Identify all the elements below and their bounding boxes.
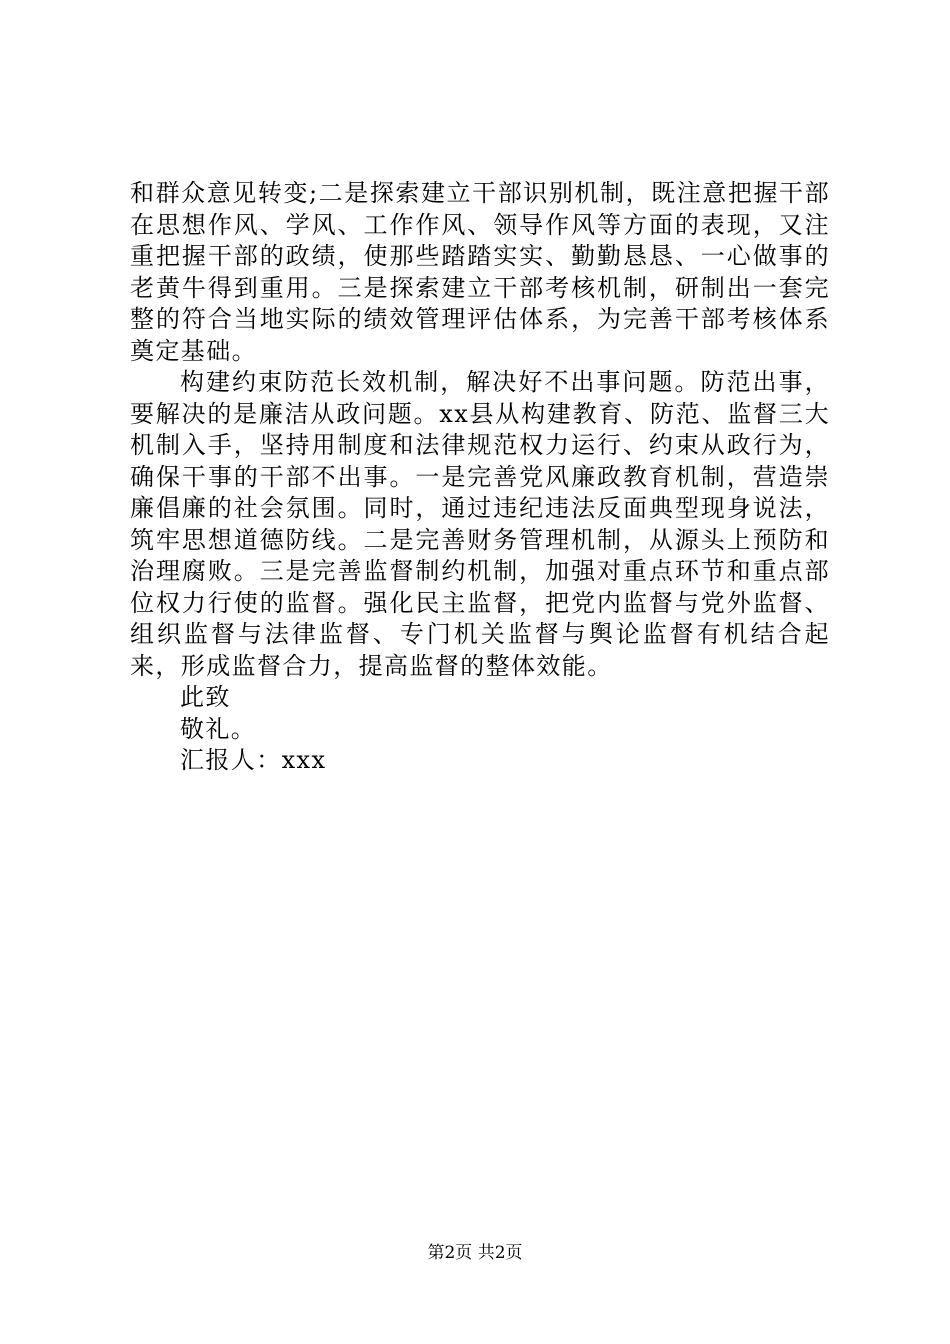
page-number-footer: 第2页 共2页 — [427, 1243, 523, 1263]
paragraph-restraint-mechanism: 构建约束防范长效机制，解决好不出事问题。防范出事，要解决的是廉洁从政问题。xx县从构建教育、防范、监督三大机制入手，坚持用制度和法律规范权力运行、约束从政行为，确保干事的干部不出事。一是完善党风廉政教育机制，营造崇廉倡廉的社会氛围。同时，通过违纪违法反面典型现身说法，筑牢思想道德防线。二是完善财务管理机制，从源头上预防和治理腐败。三是完善监督制约机制，加强对重点环节和重点部位权力行使的监督。强化民主监督，把党内监督与党外监督、组织监督与法律监督、专门机关监督与舆论监督有机结合起来，形成监督合力，提高监督的整体效能。 — [130, 368, 830, 680]
reporter-signature: 汇报人：xxx — [180, 746, 327, 774]
paragraph-continuation: 和群众意见转变;二是探索建立干部识别机制，既注意把握干部在思想作风、学风、工作作风、领导作风等方面的表现，又注重把握干部的政绩，使那些踏踏实实、勤勤恳恳、一心做事的老黄牛得到重用。三是探索建立干部考核机制，研制出一套完整的符合当地实际的绩效管理评估体系，为完善干部考核体系奠定基础。 — [130, 179, 830, 365]
closing-salutation: 此致 — [180, 683, 231, 711]
document-body — [130, 178, 830, 777]
closing-regards: 敬礼。 — [180, 714, 257, 743]
